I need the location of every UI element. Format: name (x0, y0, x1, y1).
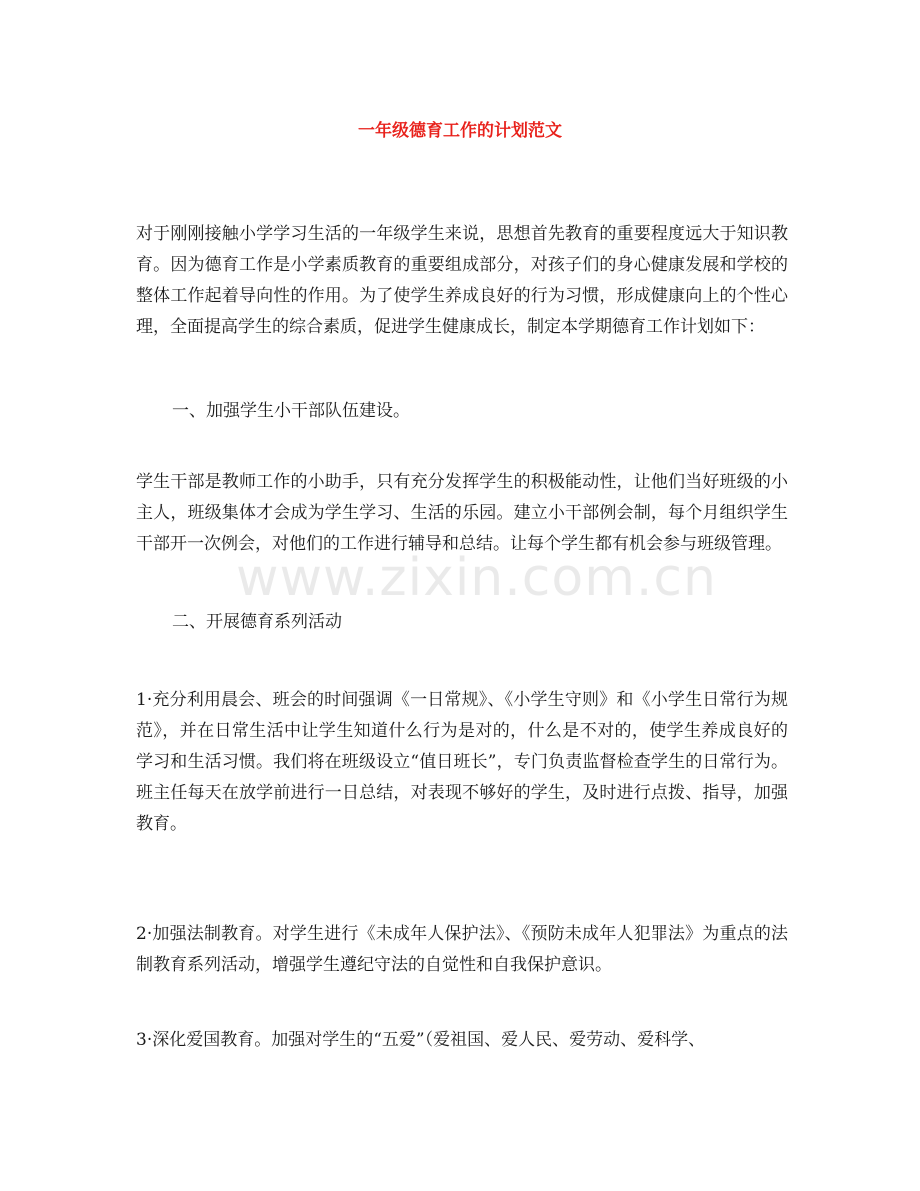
item-3-paragraph: 3·深化爱国教育。加强对学生的“五爱”（爱祖国、爱人民、爱劳动、爱科学、 (136, 1030, 706, 1050)
section-2-heading: 二、开展德育系列活动 (172, 612, 342, 632)
document-title: 一年级德育工作的计划范文 (358, 121, 562, 141)
intro-paragraph: 对于刚刚接触小学学习生活的一年级学生来说，思想首先教育的重要程度远大于知识教育。因为德育工作是小学素质教育的重要组成部分，对孩子们的身心健康发展和学校的整体工作起着导向性的作用。为了使学生养成良好的行为习惯，形成健康向上的个性心理，全面提高学生的综合素质，促进学生健康成长，制定本学期德育工作计划如下： (136, 224, 788, 337)
section-1-heading: 一、加强学生小干部队伍建设。 (172, 401, 410, 421)
item-2-paragraph: 2·加强法制教育。对学生进行《未成年人保护法》、《预防未成年人犯罪法》为重点的法制教育系列活动，增强学生遵纪守法的自觉性和自我保护意识。 (136, 924, 788, 975)
section-1-paragraph: 学生干部是教师工作的小助手，只有充分发挥学生的积极能动性，让他们当好班级的小主人，班级集体才会成为学生学习、生活的乐园。建立小干部例会制，每个月组织学生干部开一次例会，对他们的工作进行辅导和总结。让每个学生都有机会参与班级管理。 (136, 472, 788, 554)
item-1-paragraph: 1·充分利用晨会、班会的时间强调《一日常规》、《小学生守则》和《小学生日常行为规范》，并在日常生活中让学生知道什么行为是对的，什么是不对的，使学生养成良好的学习和生活习惯。我们将在班级设立“值日班长”，专门负责监督检查学生的日常行为。班主任每天在放学前进行一日总结，对表现不够好的学生，及时进行点拨、指导，加强教育。 (136, 690, 788, 834)
watermark-text: www.zixin.com.cn (236, 548, 717, 608)
